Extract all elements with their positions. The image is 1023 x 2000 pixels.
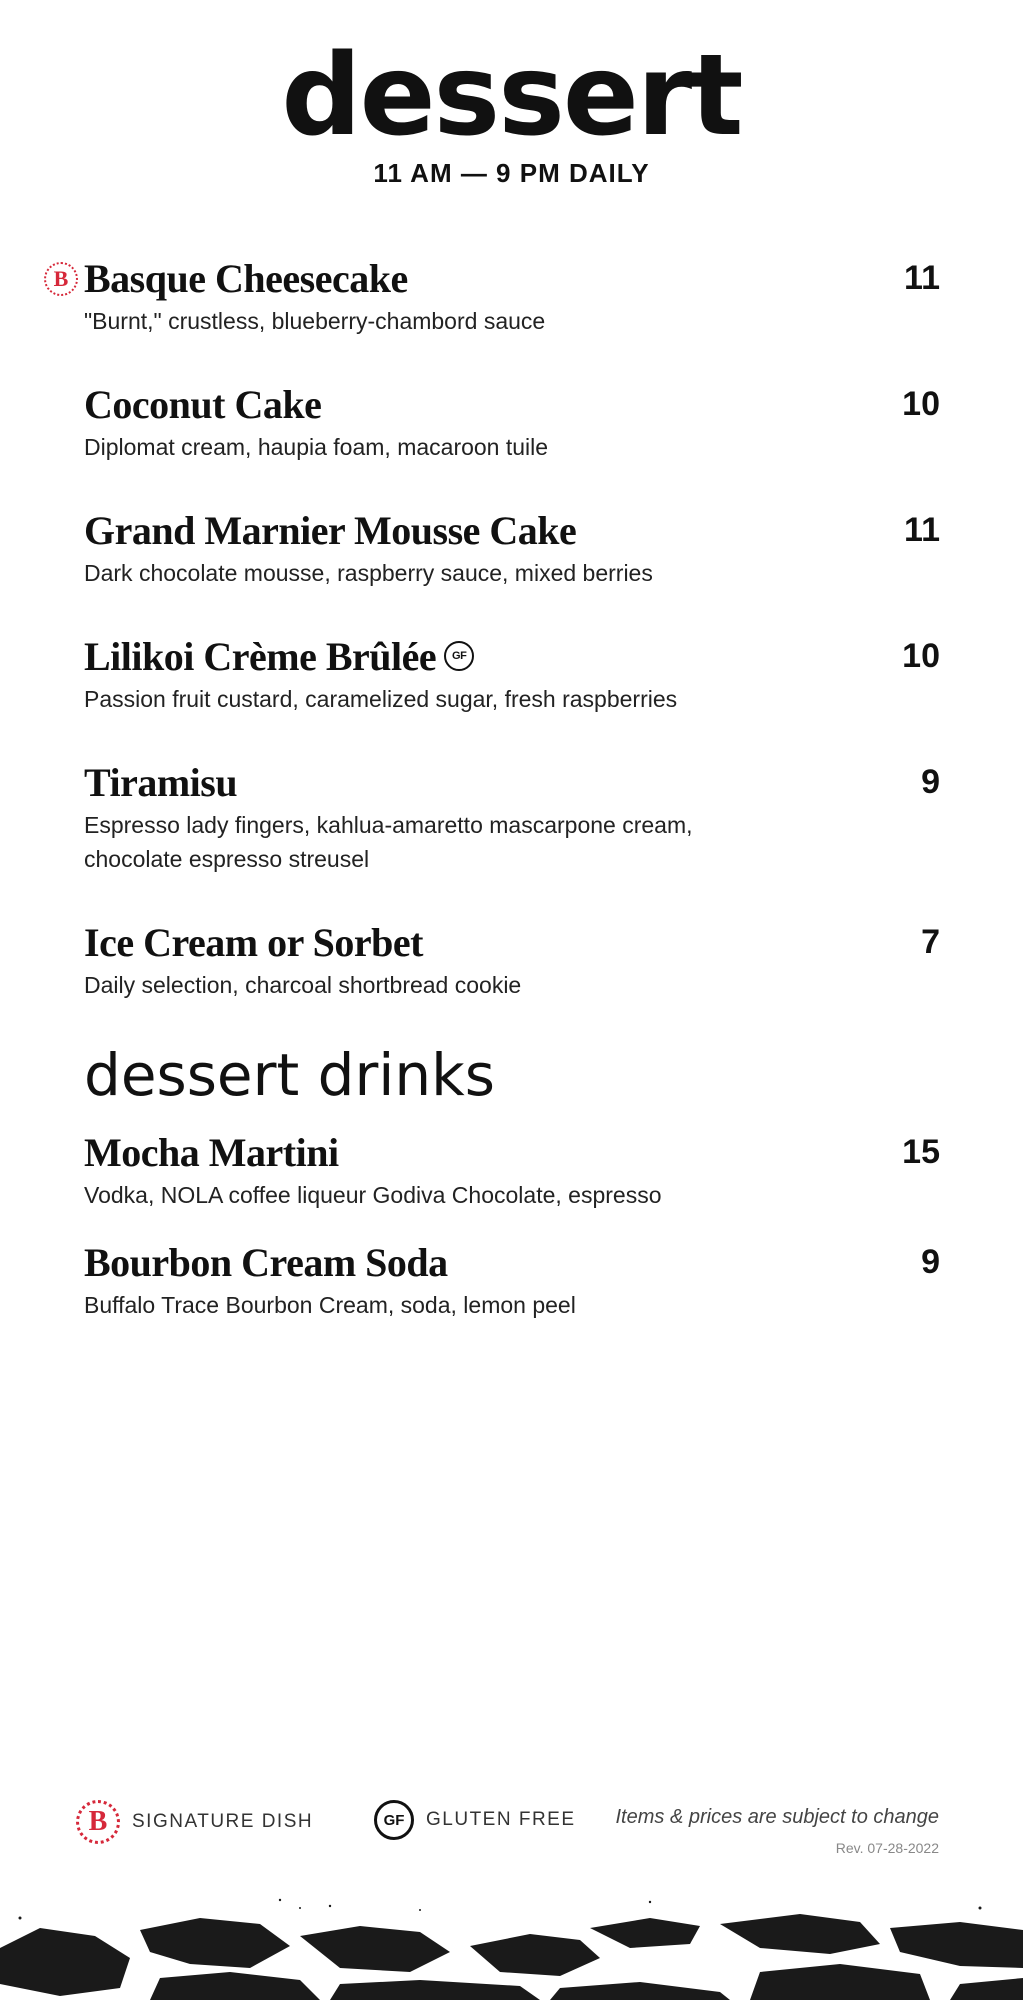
price-change-note: Items & prices are subject to change (615, 1806, 939, 1828)
gluten-free-icon: GF (444, 641, 474, 671)
item-price: 10 (902, 636, 940, 675)
menu-item-mocha-martini (84, 1128, 940, 1212)
decorative-texture (0, 1888, 1023, 2000)
item-price: 9 (921, 762, 940, 801)
item-price: 7 (921, 922, 940, 961)
item-description: Passion fruit custard, caramelized sugar, fresh raspberries (84, 686, 678, 712)
menu-header (0, 31, 1023, 189)
item-description: "Burnt," crustless, blueberry-chambord sauce (84, 308, 546, 334)
menu-item-coconut-cake (84, 380, 940, 464)
item-price: 11 (904, 258, 940, 297)
legend-label: GLUTEN FREE (426, 1809, 576, 1830)
item-name: Coconut Cake (84, 381, 322, 427)
service-hours: 11 AM — 9 PM DAILY (373, 158, 650, 188)
item-name: Basque Cheesecake (84, 255, 408, 301)
item-name: Bourbon Cream Soda (84, 1239, 448, 1285)
legend-gluten-free (374, 1800, 576, 1840)
revision-date: Rev. 07-28-2022 (835, 1840, 939, 1856)
item-price: 9 (921, 1242, 940, 1281)
menu-item-grand-marnier-mousse-cake (84, 506, 940, 590)
page-title: dessert (281, 31, 742, 161)
gluten-free-icon: GF (374, 1800, 414, 1840)
item-description: Buffalo Trace Bourbon Cream, soda, lemon peel (84, 1292, 576, 1318)
menu-item-bourbon-cream-soda (84, 1238, 940, 1322)
menu-item-lilikoi-creme-brulee (84, 632, 940, 716)
section-title: dessert drinks (84, 1041, 495, 1109)
menu-item-tiramisu (84, 758, 940, 876)
item-description: Dark chocolate mousse, raspberry sauce, mixed berries (84, 560, 653, 586)
item-description: Vodka, NOLA coffee liqueur Godiva Chocolate, espresso (84, 1182, 662, 1208)
item-description: Diplomat cream, haupia foam, macaroon tuile (84, 434, 549, 460)
item-name: Grand Marnier Mousse Cake (84, 507, 577, 553)
menu-item-basque-cheesecake (53, 254, 940, 338)
item-price: 10 (902, 384, 940, 423)
legend (0, 1800, 1023, 1860)
item-price: 11 (904, 510, 940, 549)
item-price: 15 (902, 1132, 940, 1171)
item-name: Lilikoi Crème Brûlée (84, 633, 437, 679)
dessert-drinks-section (84, 1040, 940, 1348)
item-name: Ice Cream or Sorbet (84, 919, 423, 965)
menu-item-ice-cream-or-sorbet (84, 918, 940, 1002)
legend-label: SIGNATURE DISH (132, 1811, 314, 1832)
item-description: Espresso lady fingers, kahlua-amaretto mascarpone cream, chocolate espresso streusel (84, 812, 693, 872)
item-description: Daily selection, charcoal shortbread cookie (84, 972, 522, 998)
legend-signature-dish (76, 1800, 313, 1844)
dessert-list (53, 254, 940, 1044)
item-name: Mocha Martini (84, 1129, 339, 1175)
signature-dish-icon: B (44, 262, 78, 296)
item-name-row (84, 633, 474, 680)
item-name: Tiramisu (84, 759, 238, 805)
signature-dish-icon: B (76, 1800, 120, 1844)
